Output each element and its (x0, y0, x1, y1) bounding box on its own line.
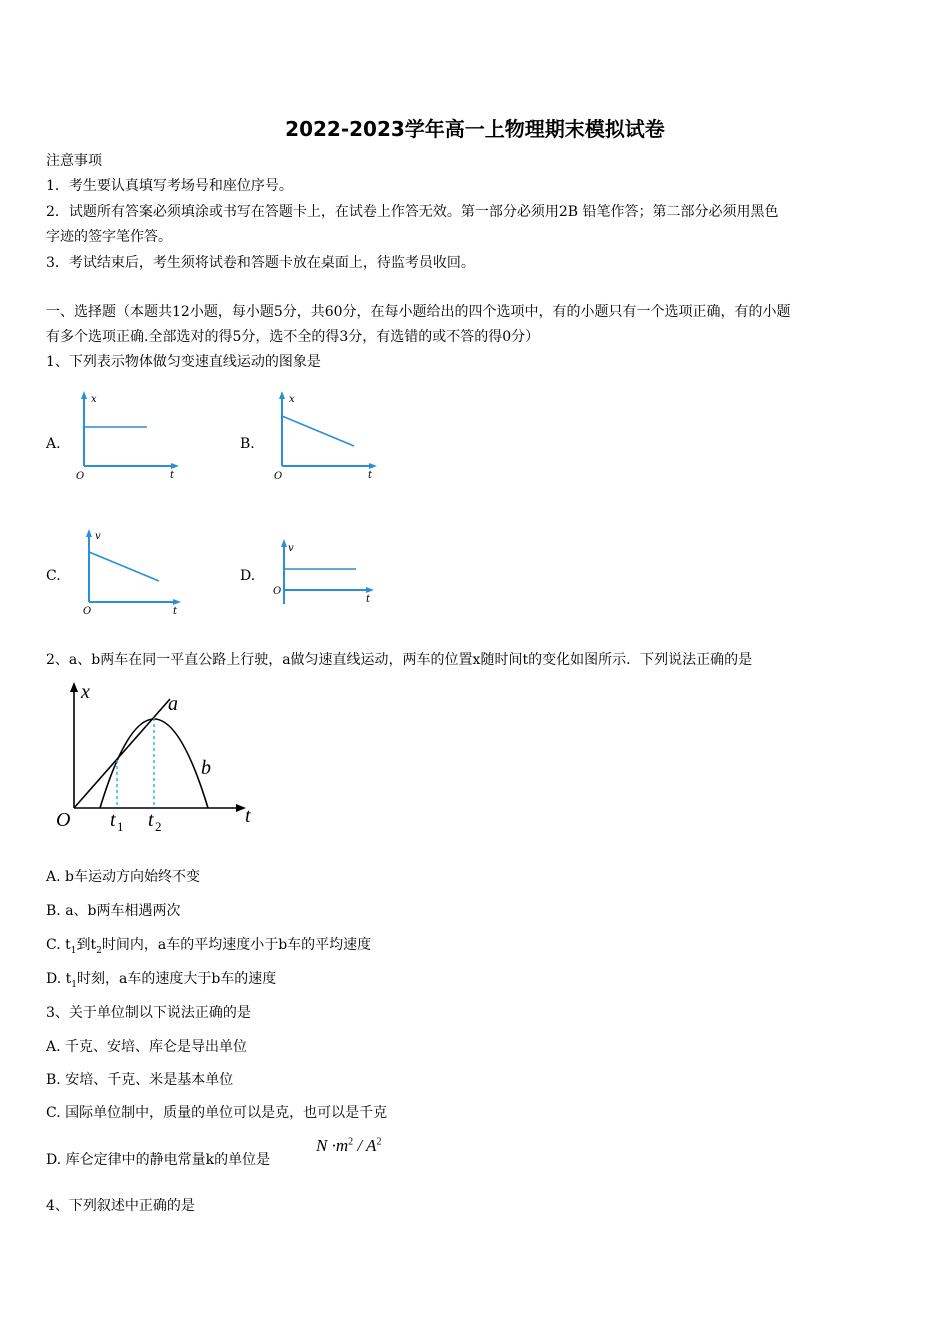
y-axis-arrow (81, 391, 87, 399)
q3-option-c[interactable]: C. 国际单位制中，质量的单位可以是克，也可以是千克 (46, 1105, 388, 1121)
y-axis-label: v (288, 543, 294, 554)
q3-option-a[interactable]: A. 千克、安培、库仑是导出单位 (46, 1039, 248, 1055)
x-axis-arrow (369, 463, 377, 469)
q3-option-b[interactable]: B. 安培、千克、米是基本单位 (46, 1072, 234, 1088)
q1-graph-b (268, 390, 383, 485)
origin-label: O (76, 471, 85, 482)
x-axis-label: t (366, 594, 371, 605)
notice-item-1: 1．考生要认真填写考场号和座位序号。 (46, 178, 293, 194)
x-axis-arrow (171, 463, 179, 469)
x-axis-arrow (173, 599, 181, 605)
graph-line (89, 552, 159, 581)
notice-item-2-cont: 字迹的签字笔作答。 (46, 229, 172, 245)
y-axis-arrow (86, 529, 92, 537)
q1-graph-c (75, 528, 190, 618)
q1-option-c-label[interactable]: C. (46, 568, 61, 584)
curve-a-line (74, 699, 170, 808)
curve-a-label: a (168, 693, 178, 715)
y-axis-label: x (289, 394, 295, 405)
y-axis-arrow (279, 391, 285, 399)
q2-option-d[interactable]: D. $t_1$时刻，a车的速度大于b车的速度 (46, 971, 277, 990)
q1-graph-a (70, 390, 185, 485)
curve-b-label: b (201, 757, 211, 779)
origin-label: O (83, 606, 92, 617)
x-axis-label: t (173, 606, 178, 617)
x-axis-arrow (366, 587, 374, 593)
question-2-stem: 2、a、b两车在同一平直公路上行驶，a做匀速直线运动，两车的位置x随时间t的变化如图所示．下列说法正确的是 (46, 652, 753, 668)
t1-label: t (110, 809, 116, 831)
section-heading-line1: 一、选择题（本题共12小题，每小题5分，共60分，在每小题给出的四个选项中，有的小题只有一个选项正确，有的小题 (46, 304, 791, 320)
q1-option-b-label[interactable]: B. (240, 436, 255, 452)
t1-subscript: 1 (117, 819, 124, 834)
y-axis-arrow (70, 682, 78, 692)
y-axis-label: x (91, 394, 97, 405)
question-4-stem: 4、下列叙述中正确的是 (46, 1198, 195, 1214)
q2-option-b[interactable]: B. a、b两车相遇两次 (46, 903, 181, 919)
q1-graph-d (270, 538, 385, 608)
notice-item-3: 3．考试结束后，考生须将试卷和答题卡放在桌面上，待监考员收回。 (46, 255, 475, 271)
x-axis-label: t (368, 470, 373, 481)
x-axis-label: t (170, 470, 175, 481)
notice-heading: 注意事项 (46, 153, 102, 169)
t2-subscript: 2 (155, 819, 162, 834)
t2-label: t (148, 809, 154, 831)
page-title: 2022-2023学年高一上物理期末模拟试卷 (285, 117, 665, 141)
q1-option-a-label[interactable]: A. (46, 436, 61, 452)
question-3-stem: 3、关于单位制以下说法正确的是 (46, 1005, 251, 1021)
notice-item-2: 2．试题所有答案必须填涂或书写在答题卡上，在试卷上作答无效。第一部分必须用2B 铅笔作答；第二部分必须用黑色 (46, 204, 779, 220)
q3-option-d[interactable]: D. 库仑定律中的静电常量k的单位是 (46, 1152, 271, 1168)
origin-label: O (56, 809, 71, 831)
section-heading-line2: 有多个选项正确.全部选对的得5分，选不全的得3分，有选错的或不答的得0分） (46, 329, 540, 345)
question-1-stem: 1、下列表示物体做匀变速直线运动的图象是 (46, 354, 321, 370)
q2-option-a[interactable]: A. b车运动方向始终不变 (46, 869, 200, 885)
origin-label: O (274, 471, 283, 482)
y-axis-label: v (95, 531, 101, 542)
origin-label: O (273, 586, 282, 597)
x-axis-label: t (245, 805, 251, 827)
q3-option-d-unit: $N \cdot m^2 / A^2$ (316, 1136, 382, 1155)
y-axis-arrow (281, 539, 287, 547)
q2-option-c[interactable]: C. $t_1$到$t_2$时间内，a车的平均速度小于b车的平均速度 (46, 937, 372, 956)
y-axis-label: x (81, 681, 90, 703)
q1-option-d-label[interactable]: D. (240, 568, 256, 584)
q2-position-time-graph (48, 676, 268, 836)
graph-line (282, 416, 354, 446)
